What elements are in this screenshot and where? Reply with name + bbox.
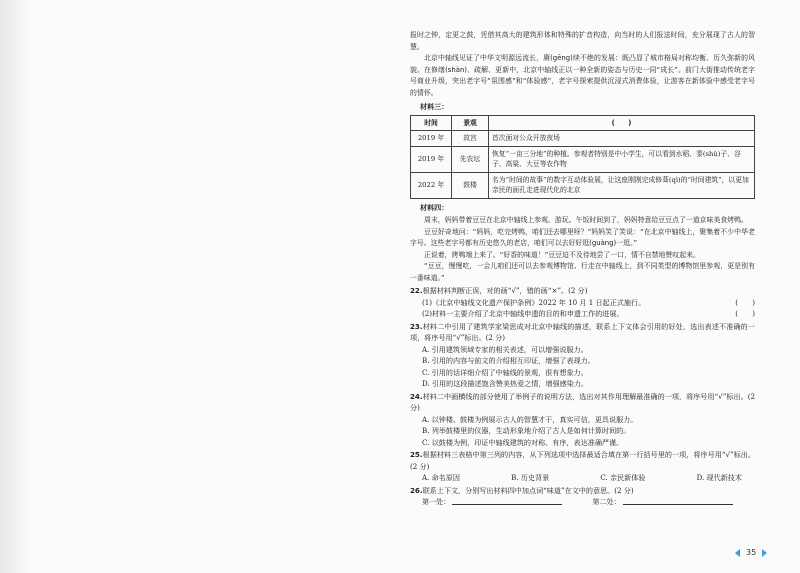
table-cell-desc: 名为“时间的故事”的数字互动体验展，让这座刚刚完成修葺(qì)的“时间建筑”，以更加亲民的面孔走进现代化的北京	[489, 172, 755, 198]
question-22-item-1	[422, 297, 755, 309]
question-text: 根据材料三表格中第三列的内容，从下列选项中选择最适合填在第一行括号里的一项，将序号用“√”标出。(2 分)	[410, 450, 755, 471]
question-26-answers	[422, 496, 755, 508]
option-c[interactable]: C. 亲民新体验	[600, 473, 646, 482]
question-22-item-2	[422, 308, 755, 320]
passage-paragraph: 周末，妈妈带着豆豆在北京中轴线上参观、游玩。午饭时间到了，妈妈特意给豆豆点了一道京味美食烤鸭。	[424, 216, 748, 224]
option-a[interactable]: A. 命名原因	[422, 473, 461, 482]
table-cell-landscape: 鼓楼	[452, 172, 489, 198]
table-header-landscape: 景观	[452, 115, 489, 131]
question-23	[410, 321, 755, 344]
table-cell-time: 2019 年	[411, 146, 452, 172]
question-text: 联系上下文，分别写出材料四中加点词“味道”在文中的意思。(2 分)	[422, 485, 634, 495]
option-c[interactable]: C. 引用的话详细介绍了中轴线的景观，很有想象力。	[422, 367, 588, 377]
answer-parentheses[interactable]: ( )	[735, 297, 755, 307]
passage-paragraph: 正说着，烤鸭端上来了。“好香的味道！”豆豆迫不及待地尝了一口，情不自禁地赞叹起来。	[424, 250, 700, 259]
statement-text: (1)《北京中轴线文化遗产保护条例》2022 年 10 月 1 日起正式施行。	[422, 297, 646, 307]
table-header-blank: ( )	[489, 115, 755, 131]
second-answer-blank[interactable]	[623, 496, 733, 505]
table-cell-time: 2019 年	[411, 131, 452, 147]
table-cell-landscape: 先农坛	[452, 146, 489, 172]
table-row	[411, 146, 755, 172]
question-25	[410, 449, 755, 472]
question-26	[410, 485, 755, 497]
page-number: 35	[746, 548, 757, 557]
table-cell-desc: 首次面对公众开放夜场	[489, 131, 755, 147]
previous-page-icon[interactable]	[735, 549, 740, 557]
passage-paragraph: “豆豆，慢慢吃，一会儿咱们还可以去参观博物馆、行走在中轴线上，到不同类型的博物馆里参观，更是别有一番味道。”	[410, 262, 755, 282]
question-text: 根据材料判断正误，对的画“√”，错的画“×”。(2 分)	[422, 286, 588, 295]
table-row	[411, 131, 755, 147]
option-c[interactable]: C. 以鼓楼为例，印证中轴线建筑的对称、有序，表达准确严谨。	[422, 437, 624, 447]
option-a[interactable]: A. 以钟楼、鼓楼为例展示古人的智慧才干，真实可信，更具说服力。	[422, 414, 638, 424]
table-header-row	[411, 115, 755, 131]
question-text: 材料二中引用了建筑学家梁思成对北京中轴线的描述，联系上下文体会引用的好处，选出表述不准确的一项，将序号用“√”标出。(2 分)	[410, 321, 755, 342]
next-page-icon[interactable]	[762, 549, 767, 557]
question-number: 22.	[410, 286, 423, 295]
question-25-options	[422, 472, 742, 484]
option-b[interactable]: B. 列举鼓楼里的仪器，生动形象地介绍了古人是如何计算时间的。	[422, 426, 631, 435]
book-gutter	[0, 0, 30, 573]
question-22	[410, 285, 755, 297]
question-number: 25.	[410, 450, 423, 459]
table-cell-landscape: 故宫	[452, 131, 489, 147]
page-content	[410, 30, 755, 508]
first-answer-label: 第一处：	[422, 497, 451, 506]
table-header-time: 时间	[411, 115, 452, 131]
option-d[interactable]: D. 现代新技术	[696, 473, 742, 482]
question-number: 26.	[410, 485, 423, 495]
second-answer-label: 第二处：	[592, 497, 621, 506]
answer-parentheses[interactable]: ( )	[735, 309, 755, 318]
option-d[interactable]: D. 引用的这段描述饱含赞美热爱之情，增强感染力。	[422, 379, 589, 388]
question-number: 24.	[410, 391, 423, 401]
option-b[interactable]: B. 引用的内容与前文的介绍相互印证，增强了表现力。	[422, 356, 595, 365]
table-cell-desc: 恢复“一亩三分地”的种植。参观者特别是中小学生，可以看到水稻、黍(shǔ)子、谷子、高粱、大豆等农作物	[489, 146, 755, 172]
question-number: 23.	[410, 321, 423, 331]
question-24	[410, 391, 755, 414]
question-text: 材料二中画横线的部分使用了举例子的说明方法，选出对其作用理解最准确的一项，将序号用“√”标出。(2 分)	[410, 391, 755, 412]
first-answer-blank[interactable]	[452, 496, 562, 505]
table-cell-time: 2022 年	[411, 172, 452, 198]
passage-paragraph: 豆豆好奇地问：“妈妈，吃完烤鸭，咱们还去哪里呀？”妈妈笑了笑说：“在北京中轴线上，聚集着不少中华老字号。这些老字号都有历史悠久的老店，咱们可以去好好逛(guàng)一逛。”	[410, 227, 755, 247]
material-four-label: 材料四：	[420, 202, 449, 212]
page-navigator	[735, 548, 767, 557]
option-a[interactable]: A. 引用建筑领域专家的相关表述，可以增强说服力。	[422, 344, 588, 354]
table-row	[411, 172, 755, 198]
passage-paragraph: 北京中轴线见证了中华文明源远流长，赓(gēng)续不绝的发展：既凸显了城市格局对称均衡、历久弥新的风貌。在修缮(shàn)、疏解、更新中，北京中轴线正以一种全新的姿态与历史一同“成长”。前门大街推动传统老字号商业升级，突出老字号“氛围感”和“体验感”，老字号探索提供沉浸式消费体验，让游客在新体验中感受老字号的情怀。	[410, 54, 755, 97]
statement-text: (2)材料一主要介绍了北京中轴线申遗的目的和申遗工作的进展。	[422, 309, 624, 318]
option-b[interactable]: B. 历史背景	[511, 473, 550, 482]
material-three-label: 材料三：	[420, 102, 449, 111]
material-three-table	[410, 115, 755, 199]
passage-paragraph: 报时之钟，定更之鼓，凭借其高大的建筑形体和特殊的扩音构造，向当时的人们报送时间，充分展现了古人的智慧。	[410, 31, 755, 51]
